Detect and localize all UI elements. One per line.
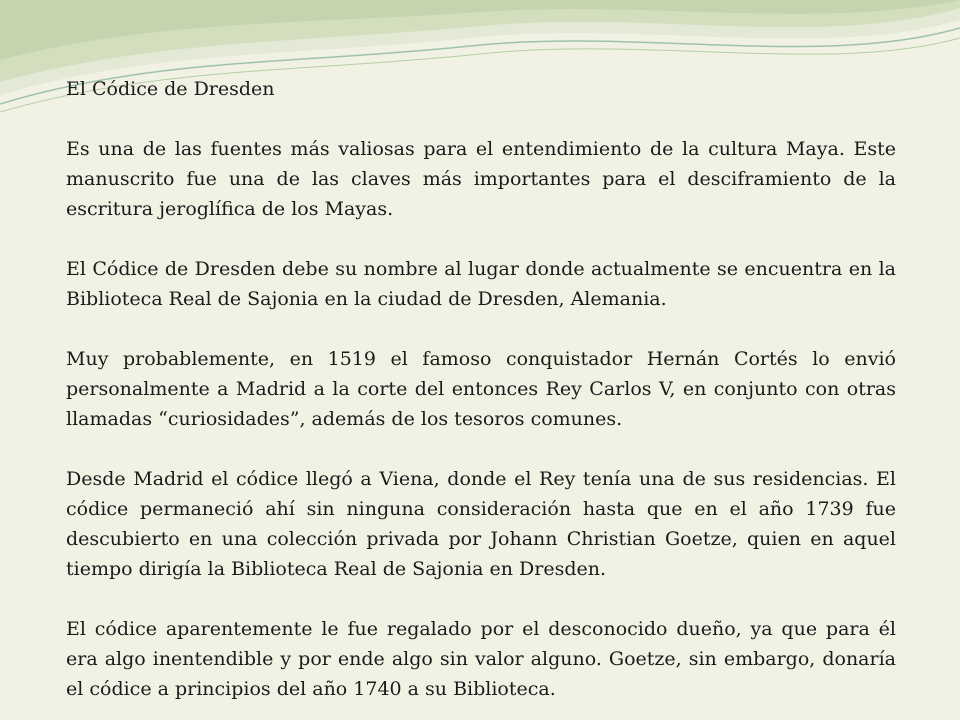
paragraph-2: El Códice de Dresden debe su nombre al lugar donde actualmente se encuentra en la Biblioteca Real de Sajonia en la ciudad de Dresden, Alemania. [66, 258, 896, 310]
paragraph-1: Es una de las fuentes más valiosas para el entendimiento de la cultura Maya. Este manuscrito fue una de las claves más importantes para el desciframiento de la escritura jeroglífica de los Mayas. [66, 138, 896, 220]
paragraph-4: Desde Madrid el códice llegó a Viena, donde el Rey tenía una de sus residencias. El códice permaneció ahí sin ninguna consideración hasta que en el año 1739 fue descubierto en una colección privada por Johann Christian Goetze, quien en aquel tiempo dirigía la Biblioteca Real de Sajonia en Dresden. [66, 468, 896, 580]
paragraph-5: El códice aparentemente le fue regalado por el desconocido dueño, ya que para él era algo inentendible y por ende algo sin valor alguno. Goetze, sin embargo, donaría el códice a principios del año 1740 a su Biblioteca. [66, 618, 896, 700]
slide-content [66, 74, 896, 704]
slide-title: El Códice de Dresden [66, 78, 275, 100]
paragraph-3: Muy probablemente, en 1519 el famoso conquistador Hernán Cortés lo envió personalmente a Madrid a la corte del entonces Rey Carlos V, en conjunto con otras llamadas “curiosidades”, además de los tesoros comunes. [66, 348, 896, 430]
